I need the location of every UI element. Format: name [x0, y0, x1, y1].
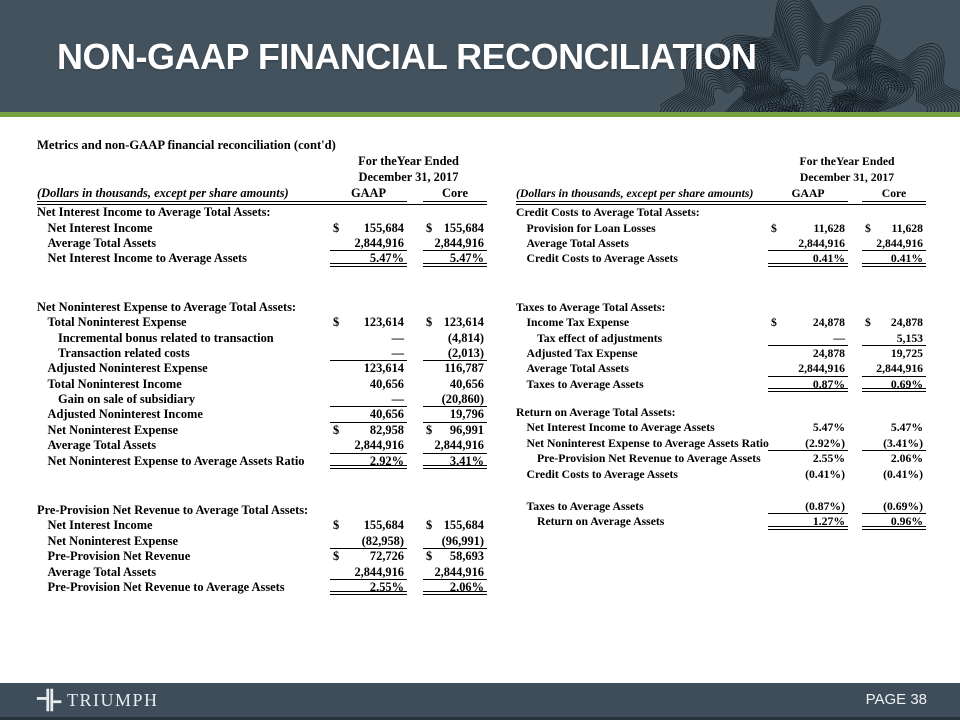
gaap-value: 24,878 [812, 346, 845, 360]
row-label: Average Total Assets [47, 438, 157, 453]
core-value: 2,844,916 [862, 361, 926, 376]
gaap-value: 2,844,916 [330, 438, 407, 453]
core-value: 0.96% [862, 514, 926, 529]
table-row [37, 534, 487, 549]
dollar-sign: $ [333, 422, 340, 437]
table-row [516, 331, 926, 346]
column-header-gaap: GAAP [330, 186, 407, 202]
table-section [37, 503, 487, 595]
gaap-value: (0.41%) [805, 467, 845, 481]
row-label: Gain on sale of subsidiary [58, 392, 196, 407]
section-title: Net Noninterest Expense to Average Total Assets: [37, 299, 297, 314]
table-row [516, 346, 926, 361]
gaap-value: 2,844,916 [330, 236, 407, 251]
page-title: NON-GAAP FINANCIAL RECONCILIATION [57, 36, 757, 77]
core-value: 2,844,916 [423, 236, 487, 251]
core-value: $ 58,693 [426, 549, 484, 564]
right-table-sections [516, 205, 926, 530]
core-value: 2.06% [890, 452, 923, 466]
core-value: $ 155,684 [426, 518, 484, 533]
core-value: (0.41%) [883, 467, 923, 481]
row-label: Net Noninterest Expense [47, 422, 179, 437]
table-row [37, 315, 487, 330]
table-row [37, 251, 487, 266]
left-table-header [37, 154, 487, 205]
row-label: Credit Costs to Average Assets [526, 467, 678, 481]
dollar-sign: $ [333, 220, 340, 235]
dollar-sign: $ [771, 316, 777, 330]
gaap-value: $ 72,726 [333, 549, 404, 564]
row-label: Average Total Assets [526, 236, 629, 250]
table-section [516, 205, 926, 267]
table-row [37, 454, 487, 469]
core-value: (2,013) [423, 346, 487, 361]
dollar-sign: $ [865, 221, 871, 235]
gaap-value: $ 155,684 [333, 220, 404, 235]
core-value: 5.47% [423, 251, 487, 266]
row-label: Net Noninterest Expense to Average Assets Ratio [47, 453, 305, 468]
row-label: Average Total Assets [47, 564, 157, 579]
table-row [516, 514, 926, 529]
table-row [516, 482, 926, 499]
row-label: Pre-Provision Net Revenue to Average Assets [47, 580, 285, 594]
triumph-cross-icon [36, 687, 62, 713]
table-row [37, 236, 487, 251]
row-label: Incremental bonus related to transaction [58, 330, 274, 345]
table-section [37, 205, 487, 267]
core-value: 0.69% [862, 377, 926, 392]
table-row [37, 423, 487, 438]
row-label: Total Noninterest Expense [47, 315, 187, 330]
section-title: Credit Costs to Average Total Assets: [516, 206, 700, 220]
table-section [516, 300, 926, 392]
gaap-value: (2.92%) [768, 436, 848, 451]
gaap-value: 5.47% [812, 421, 845, 435]
period-line1: For theYear Ended [799, 155, 895, 168]
column-header-core: Core [862, 186, 926, 202]
dollar-sign: $ [333, 315, 340, 330]
dollar-sign: $ [771, 221, 777, 235]
gaap-value: 2,844,916 [768, 361, 848, 376]
core-value: (20,860) [423, 392, 487, 407]
row-label: Transaction related costs [58, 345, 190, 360]
table-row [37, 346, 487, 361]
row-label: Net Interest Income [47, 220, 153, 235]
dollars-note: (Dollars in thousands, except per share amounts) [37, 186, 330, 202]
core-value: (3.41%) [862, 436, 926, 451]
core-value: 0.41% [862, 251, 926, 266]
table-section [37, 300, 487, 469]
core-value: 40,656 [449, 376, 484, 391]
gaap-value: 2.55% [330, 580, 407, 595]
row-label: Total Noninterest Income [47, 376, 182, 391]
table-row [37, 407, 487, 422]
gaap-value: 2,844,916 [768, 236, 848, 251]
header-band [0, 0, 960, 117]
dollar-sign: $ [426, 549, 433, 564]
row-label: Net Noninterest Expense to Average Assets Ratio [526, 436, 769, 450]
row-label: Income Tax Expense [526, 316, 630, 330]
row-label: Net Interest Income to Average Assets [47, 251, 247, 266]
row-label: Net Interest Income [47, 518, 153, 533]
table-row [516, 467, 926, 482]
gaap-value: 2,844,916 [330, 565, 407, 580]
dollar-sign: $ [426, 220, 433, 235]
row-label: Credit Costs to Average Assets [526, 252, 678, 266]
table-row [37, 549, 487, 564]
row-label: Net Noninterest Expense [47, 533, 179, 548]
gaap-value: 2.92% [330, 454, 407, 469]
table-row [516, 377, 926, 392]
gaap-value: 40,656 [369, 376, 404, 391]
gaap-value: $ 82,958 [333, 422, 404, 437]
core-value: 3.41% [423, 454, 487, 469]
dollars-note: (Dollars in thousands, except per share amounts) [516, 186, 768, 202]
table-row [516, 499, 926, 514]
gaap-value: $ 11,628 [771, 221, 845, 235]
table-row [516, 451, 926, 466]
column-header-gaap: GAAP [768, 186, 848, 202]
table-row [516, 221, 926, 236]
gaap-value: 0.41% [768, 251, 848, 266]
table-row [37, 438, 487, 453]
gaap-value: $ 123,614 [333, 315, 404, 330]
row-label: Taxes to Average Assets [526, 377, 644, 391]
row-label: Average Total Assets [47, 235, 157, 250]
core-value: $ 123,614 [426, 315, 484, 330]
right-table-panel [516, 154, 926, 530]
table-section [516, 405, 926, 530]
period-line1: For theYear Ended [358, 154, 459, 168]
gaap-value: 5.47% [330, 251, 407, 266]
row-label: Return on Average Assets [537, 515, 665, 529]
dollar-sign: $ [333, 549, 340, 564]
core-value: 2.06% [423, 580, 487, 595]
left-table-panel [37, 154, 487, 595]
period-line2: December 31, 2017 [799, 170, 895, 184]
table-row [37, 392, 487, 407]
table-row [516, 236, 926, 251]
right-table-header [516, 154, 926, 205]
dollar-sign: $ [333, 518, 340, 533]
gaap-value: $ 155,684 [333, 518, 404, 533]
core-value: 2,844,916 [862, 236, 926, 251]
core-value: $ 155,684 [426, 220, 484, 235]
gaap-value: — [330, 392, 407, 407]
core-value: $ 11,628 [865, 221, 923, 235]
table-row [37, 361, 487, 376]
core-value: $ 24,878 [865, 316, 923, 330]
brand-name: TRIUMPH [67, 689, 159, 710]
row-label: Taxes to Average Assets [526, 500, 644, 514]
row-label: Pre-Provision Net Revenue to Average Assets [537, 452, 761, 466]
table-row [516, 436, 926, 451]
table-row [37, 221, 487, 236]
core-value: 19,796 [423, 407, 487, 422]
core-value: 2,844,916 [423, 565, 487, 580]
core-value: $ 96,991 [426, 422, 484, 437]
table-row [37, 565, 487, 580]
core-value: (4,814) [447, 330, 484, 345]
table-row [516, 251, 926, 266]
section-title: Return on Average Total Assets: [516, 406, 676, 420]
gaap-value: — [391, 330, 404, 345]
table-row [37, 580, 487, 595]
left-table-sections [37, 205, 487, 595]
table-row [516, 361, 926, 376]
core-value: (96,991) [423, 534, 487, 549]
page-number: PAGE 38 [865, 691, 927, 708]
gaap-value: 123,614 [363, 361, 404, 376]
core-value: 2,844,916 [423, 438, 487, 453]
gaap-value: — [768, 331, 848, 346]
gaap-value: $ 24,878 [771, 316, 845, 330]
row-label: Average Total Assets [526, 362, 629, 376]
table-row [516, 315, 926, 330]
period-line2: December 31, 2017 [358, 169, 459, 184]
row-label: Provision for Loan Losses [526, 221, 656, 235]
dollar-sign: $ [865, 316, 871, 330]
section-title: Pre-Provision Net Revenue to Average Total Assets: [37, 503, 309, 518]
gaap-value: (82,958) [330, 534, 407, 549]
section-title: Net Interest Income to Average Total Assets: [37, 205, 271, 220]
table-row [37, 518, 487, 533]
row-label: Pre-Provision Net Revenue [47, 549, 191, 564]
gaap-value: 40,656 [330, 407, 407, 422]
column-header-core: Core [423, 186, 487, 202]
dollar-sign: $ [426, 518, 433, 533]
core-value: (0.69%) [862, 499, 926, 514]
dollar-sign: $ [426, 422, 433, 437]
row-label: Net Interest Income to Average Assets [526, 421, 715, 435]
core-value: 116,787 [444, 361, 484, 376]
table-row [37, 331, 487, 346]
table-row [516, 420, 926, 435]
gaap-value: — [330, 346, 407, 361]
gaap-value: 0.87% [768, 377, 848, 392]
brand-logo [36, 687, 159, 713]
footer-band [0, 683, 960, 720]
table-row [37, 377, 487, 392]
core-value: 5.47% [890, 421, 923, 435]
core-value: 5,153 [862, 331, 926, 346]
gaap-value: 2.55% [812, 452, 845, 466]
row-label: Adjusted Noninterest Income [47, 407, 203, 422]
section-title: Taxes to Average Total Assets: [516, 300, 666, 314]
gaap-value: 1.27% [768, 514, 848, 529]
gaap-value: (0.87%) [768, 499, 848, 514]
row-label: Adjusted Tax Expense [526, 346, 638, 360]
metrics-note: Metrics and non-GAAP financial reconciliation (cont'd) [37, 138, 336, 152]
row-label: Tax effect of adjustments [537, 331, 663, 345]
dollar-sign: $ [426, 315, 433, 330]
core-value: 19,725 [890, 346, 923, 360]
row-label: Adjusted Noninterest Expense [47, 361, 208, 376]
